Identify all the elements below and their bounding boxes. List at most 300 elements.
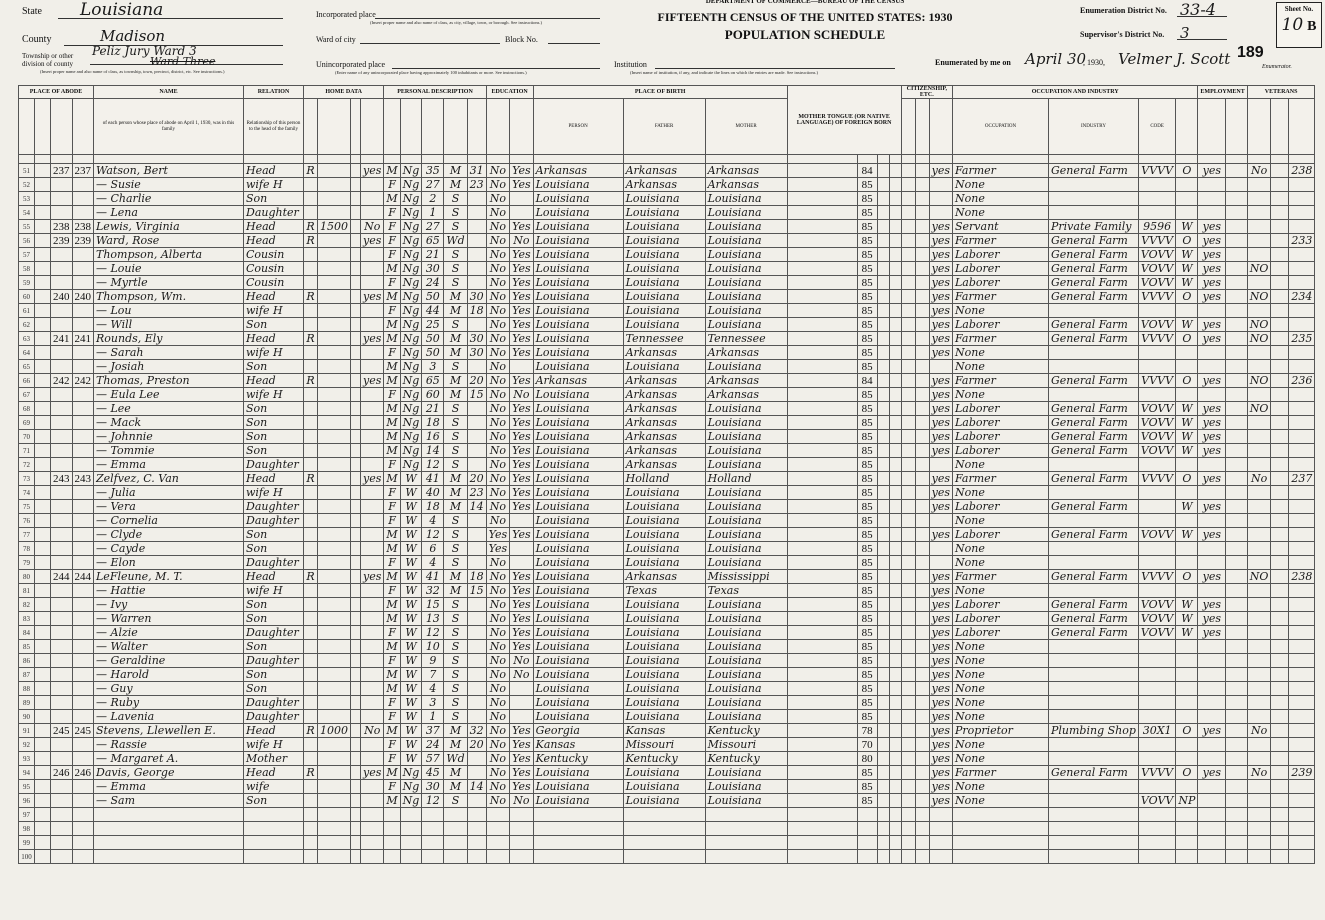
birthplace-father: Arkansas — [623, 178, 705, 192]
home-owned-cell — [304, 556, 318, 570]
war-cell — [1271, 822, 1289, 836]
code-c-cell — [889, 584, 901, 598]
relation-cell: Cousin — [244, 276, 304, 290]
read-write-cell — [510, 808, 533, 822]
occupation-cell: None — [953, 192, 1049, 206]
veteran-cell — [1247, 850, 1271, 864]
occupation-code-cell — [1138, 388, 1175, 402]
school-cell: No — [486, 794, 509, 808]
naturalization-cell — [915, 164, 929, 178]
school-cell: No — [486, 626, 509, 640]
language-cell — [787, 724, 857, 738]
birthplace-person: Louisiana — [533, 472, 623, 486]
radio-cell — [361, 808, 384, 822]
employment-line-cell — [1226, 486, 1247, 500]
home-value-cell — [318, 374, 351, 388]
veteran-cell: NO — [1247, 332, 1271, 346]
marital-cell: S — [444, 794, 467, 808]
veteran-cell — [1247, 780, 1271, 794]
school-cell: No — [486, 346, 509, 360]
veteran-cell — [1247, 654, 1271, 668]
naturalization-cell — [915, 724, 929, 738]
radio-cell — [361, 822, 384, 836]
code-b-cell — [877, 542, 889, 556]
birthplace-father: Louisiana — [623, 486, 705, 500]
war-cell — [1271, 780, 1289, 794]
marital-cell: M — [444, 500, 467, 514]
language-cell — [787, 318, 857, 332]
home-value-cell — [318, 752, 351, 766]
birthplace-mother: Louisiana — [705, 626, 787, 640]
person-name: Thompson, Wm. — [94, 290, 244, 304]
employment-line-cell — [1226, 682, 1247, 696]
language-code-cell: 85 — [857, 402, 877, 416]
employed-cell: yes — [1198, 472, 1226, 486]
home-value-cell — [318, 402, 351, 416]
street-cell — [35, 612, 51, 626]
farm-cell — [351, 542, 361, 556]
birthplace-mother: Louisiana — [705, 290, 787, 304]
farm-schedule-cell — [1289, 318, 1315, 332]
naturalization-cell — [915, 346, 929, 360]
home-value-cell — [318, 556, 351, 570]
english-cell: yes — [929, 570, 952, 584]
table-row — [19, 290, 1315, 304]
code-c-cell — [889, 682, 901, 696]
employment-line-cell — [1226, 542, 1247, 556]
school-cell: No — [486, 248, 509, 262]
table-row — [19, 458, 1315, 472]
family-number — [72, 598, 94, 612]
occupation-code-cell — [1138, 710, 1175, 724]
table-row — [19, 696, 1315, 710]
race-cell: W — [400, 472, 422, 486]
occupation-cell: Laborer — [953, 262, 1049, 276]
farm-schedule-cell — [1289, 444, 1315, 458]
sex-cell: F — [384, 780, 400, 794]
industry-cell — [1049, 192, 1139, 206]
relation-cell — [244, 808, 304, 822]
home-owned-cell — [304, 262, 318, 276]
farm-schedule-cell — [1289, 262, 1315, 276]
birth-person-header: PERSON — [533, 99, 623, 155]
age-first-marriage-cell — [467, 542, 486, 556]
birthplace-person: Arkansas — [533, 164, 623, 178]
immigration-year-cell — [901, 836, 915, 850]
occupation-code-cell — [1138, 654, 1175, 668]
dwelling-number — [51, 528, 73, 542]
code-c-cell — [889, 808, 901, 822]
language-code-cell: 85 — [857, 262, 877, 276]
industry-cell — [1049, 808, 1139, 822]
birthplace-person: Louisiana — [533, 416, 623, 430]
marital-cell: S — [444, 444, 467, 458]
farm-cell — [351, 584, 361, 598]
home-owned-cell — [304, 360, 318, 374]
occupation-cell: None — [953, 346, 1049, 360]
farm-cell — [351, 304, 361, 318]
occupation-code-cell — [1138, 808, 1175, 822]
age-cell: 50 — [422, 346, 444, 360]
family-number: 238 — [72, 220, 94, 234]
birthplace-father: Holland — [623, 472, 705, 486]
home-owned-cell — [304, 850, 318, 864]
employed-cell — [1198, 682, 1226, 696]
farm-schedule-cell: 238 — [1289, 570, 1315, 584]
marital-cell: S — [444, 318, 467, 332]
war-cell — [1271, 346, 1289, 360]
occupation-cell: Laborer — [953, 500, 1049, 514]
marital-cell: S — [444, 514, 467, 528]
read-write-cell — [510, 556, 533, 570]
employment-line-cell — [1226, 206, 1247, 220]
marital-cell: S — [444, 528, 467, 542]
group-mother-tongue: MOTHER TONGUE (OR NATIVE LANGUAGE) OF FOREIGN BORN — [787, 86, 901, 155]
farm-schedule-cell — [1289, 682, 1315, 696]
sex-cell: F — [384, 388, 400, 402]
immigration-year-cell — [901, 766, 915, 780]
language-cell — [787, 654, 857, 668]
race-cell: Ng — [400, 388, 422, 402]
line-number: 92 — [19, 738, 35, 752]
birthplace-father: Louisiana — [623, 500, 705, 514]
employment-line-cell — [1226, 528, 1247, 542]
table-row — [19, 710, 1315, 724]
birthplace-father: Louisiana — [623, 220, 705, 234]
school-cell: No — [486, 374, 509, 388]
sex-cell: M — [384, 430, 400, 444]
occupation-cell: Laborer — [953, 248, 1049, 262]
dwelling-number — [51, 346, 73, 360]
street-cell — [35, 472, 51, 486]
family-number — [72, 710, 94, 724]
industry-cell: General Farm — [1049, 472, 1139, 486]
street-cell — [35, 514, 51, 528]
home-owned-cell — [304, 710, 318, 724]
home-value-cell — [318, 528, 351, 542]
war-cell — [1271, 416, 1289, 430]
birthplace-mother: Louisiana — [705, 206, 787, 220]
birthplace-person: Louisiana — [533, 682, 623, 696]
birthplace-person: Louisiana — [533, 234, 623, 248]
home-owned-cell — [304, 654, 318, 668]
family-number: 245 — [72, 724, 94, 738]
family-number — [72, 808, 94, 822]
line-number: 87 — [19, 668, 35, 682]
street-cell — [35, 738, 51, 752]
birthplace-mother: Mississippi — [705, 570, 787, 584]
relation-cell: Head — [244, 766, 304, 780]
dwelling-number — [51, 500, 73, 514]
veteran-cell — [1247, 178, 1271, 192]
employment-line-cell — [1226, 430, 1247, 444]
home-owned-cell — [304, 402, 318, 416]
language-cell — [787, 850, 857, 864]
industry-cell: Plumbing Shop — [1049, 724, 1139, 738]
school-cell: No — [486, 752, 509, 766]
immigration-year-cell — [901, 556, 915, 570]
table-row — [19, 360, 1315, 374]
english-cell — [929, 556, 952, 570]
occupation-cell: None — [953, 542, 1049, 556]
code-b-cell — [877, 500, 889, 514]
occupation-code-cell: VOVV — [1138, 794, 1175, 808]
naturalization-cell — [915, 262, 929, 276]
school-cell: No — [486, 304, 509, 318]
english-cell: yes — [929, 752, 952, 766]
age-first-marriage-cell — [467, 612, 486, 626]
school-cell: No — [486, 192, 509, 206]
person-name: — Sarah — [94, 346, 244, 360]
marital-cell: S — [444, 612, 467, 626]
family-number: 244 — [72, 570, 94, 584]
class-of-worker-cell — [1176, 696, 1198, 710]
birthplace-person: Louisiana — [533, 248, 623, 262]
veteran-cell — [1247, 696, 1271, 710]
age-cell: 12 — [422, 626, 444, 640]
employed-cell — [1198, 192, 1226, 206]
veteran-cell — [1247, 388, 1271, 402]
farm-cell — [351, 780, 361, 794]
marital-cell: S — [444, 598, 467, 612]
english-cell: yes — [929, 780, 952, 794]
farm-schedule-cell — [1289, 710, 1315, 724]
birthplace-father: Arkansas — [623, 164, 705, 178]
street-cell — [35, 346, 51, 360]
family-number — [72, 360, 94, 374]
age-cell: 18 — [422, 416, 444, 430]
industry-cell — [1049, 822, 1139, 836]
veteran-cell — [1247, 528, 1271, 542]
table-row — [19, 444, 1315, 458]
industry-cell: General Farm — [1049, 570, 1139, 584]
english-cell: yes — [929, 640, 952, 654]
age-cell: 4 — [422, 556, 444, 570]
home-value-cell — [318, 262, 351, 276]
naturalization-cell — [915, 584, 929, 598]
birthplace-person: Louisiana — [533, 486, 623, 500]
radio-cell: yes — [361, 570, 384, 584]
table-row — [19, 640, 1315, 654]
employed-cell — [1198, 836, 1226, 850]
veteran-cell — [1247, 752, 1271, 766]
employment-line-cell — [1226, 346, 1247, 360]
birthplace-mother: Louisiana — [705, 766, 787, 780]
family-number — [72, 486, 94, 500]
employed-cell — [1198, 668, 1226, 682]
occupation-cell: Proprietor — [953, 724, 1049, 738]
industry-cell: General Farm — [1049, 598, 1139, 612]
read-write-cell: Yes — [510, 500, 533, 514]
language-code-cell: 85 — [857, 486, 877, 500]
birthplace-father: Louisiana — [623, 696, 705, 710]
code-c-cell — [889, 724, 901, 738]
family-number — [72, 542, 94, 556]
language-code-cell: 85 — [857, 598, 877, 612]
birthplace-father — [623, 850, 705, 864]
sheet-number-box — [1276, 2, 1322, 48]
radio-cell: yes — [361, 164, 384, 178]
code-b-cell — [877, 472, 889, 486]
age-cell — [422, 850, 444, 864]
dwelling-number: 245 — [51, 724, 73, 738]
immigration-year-cell — [901, 444, 915, 458]
race-cell: Ng — [400, 766, 422, 780]
employment-line-cell — [1226, 808, 1247, 822]
county-label: County — [22, 34, 52, 45]
family-number — [72, 318, 94, 332]
radio-cell — [361, 304, 384, 318]
sex-cell: F — [384, 584, 400, 598]
person-name: — Warren — [94, 612, 244, 626]
marital-cell: S — [444, 668, 467, 682]
radio-cell — [361, 850, 384, 864]
home-value-cell — [318, 738, 351, 752]
birthplace-mother: Louisiana — [705, 262, 787, 276]
war-cell — [1271, 836, 1289, 850]
radio-cell — [361, 584, 384, 598]
home-owned-cell — [304, 542, 318, 556]
occupation-cell: Farmer — [953, 472, 1049, 486]
employment-line-cell — [1226, 458, 1247, 472]
dwelling-number — [51, 668, 73, 682]
language-code-cell: 85 — [857, 654, 877, 668]
sex-cell: F — [384, 556, 400, 570]
marital-cell: M — [444, 472, 467, 486]
race-cell: Ng — [400, 346, 422, 360]
street-cell — [35, 388, 51, 402]
birthplace-person — [533, 850, 623, 864]
read-write-cell — [510, 542, 533, 556]
immigration-year-cell — [901, 640, 915, 654]
immigration-year-cell — [901, 612, 915, 626]
employed-cell: yes — [1198, 164, 1226, 178]
immigration-year-cell — [901, 696, 915, 710]
occupation-code-cell: 30X1 — [1138, 724, 1175, 738]
class-of-worker-cell: W — [1176, 276, 1198, 290]
person-name: — Tommie — [94, 444, 244, 458]
class-of-worker-cell — [1176, 668, 1198, 682]
employment-line-cell — [1226, 290, 1247, 304]
home-owned-cell — [304, 808, 318, 822]
class-of-worker-cell: O — [1176, 766, 1198, 780]
employment-line-cell — [1226, 318, 1247, 332]
age-cell — [422, 836, 444, 850]
street-cell — [35, 192, 51, 206]
language-code-cell — [857, 836, 877, 850]
home-owned-cell — [304, 458, 318, 472]
line-number: 75 — [19, 500, 35, 514]
radio-cell — [361, 486, 384, 500]
birthplace-mother: Louisiana — [705, 416, 787, 430]
war-cell — [1271, 766, 1289, 780]
war-cell — [1271, 220, 1289, 234]
home-owned-cell — [304, 780, 318, 794]
age-cell: 45 — [422, 766, 444, 780]
line-number: 100 — [19, 850, 35, 864]
age-first-marriage-cell — [467, 444, 486, 458]
age-first-marriage-cell — [467, 402, 486, 416]
birthplace-person: Louisiana — [533, 654, 623, 668]
veteran-cell — [1247, 304, 1271, 318]
marital-cell: M — [444, 766, 467, 780]
line-number: 74 — [19, 486, 35, 500]
employed-cell: yes — [1198, 416, 1226, 430]
employed-cell — [1198, 584, 1226, 598]
code-c-cell — [889, 458, 901, 472]
marital-cell: Wd — [444, 234, 467, 248]
language-cell — [787, 430, 857, 444]
radio-cell — [361, 276, 384, 290]
occupation-cell: None — [953, 458, 1049, 472]
table-row — [19, 794, 1315, 808]
family-number — [72, 626, 94, 640]
age-first-marriage-cell: 14 — [467, 500, 486, 514]
street-cell — [35, 458, 51, 472]
age-first-marriage-cell: 14 — [467, 780, 486, 794]
home-value-cell — [318, 472, 351, 486]
birthplace-mother: Louisiana — [705, 220, 787, 234]
code-b-cell — [877, 780, 889, 794]
relation-cell: wife H — [244, 304, 304, 318]
naturalization-cell — [915, 556, 929, 570]
farm-schedule-cell — [1289, 724, 1315, 738]
age-cell: 12 — [422, 794, 444, 808]
class-of-worker-cell — [1176, 304, 1198, 318]
farm-cell — [351, 626, 361, 640]
family-number — [72, 458, 94, 472]
birthplace-father: Texas — [623, 584, 705, 598]
language-code-cell: 85 — [857, 304, 877, 318]
family-number — [72, 500, 94, 514]
veteran-cell: NO — [1247, 402, 1271, 416]
code-c-cell — [889, 836, 901, 850]
table-row — [19, 808, 1315, 822]
industry-cell — [1049, 542, 1139, 556]
farm-schedule-cell — [1289, 178, 1315, 192]
family-number — [72, 430, 94, 444]
occupation-cell: Farmer — [953, 570, 1049, 584]
language-cell — [787, 808, 857, 822]
sex-cell: M — [384, 612, 400, 626]
read-write-cell: Yes — [510, 178, 533, 192]
table-row — [19, 626, 1315, 640]
code-b-cell — [877, 332, 889, 346]
group-name: NAME — [94, 86, 244, 99]
family-number: 241 — [72, 332, 94, 346]
radio-cell: yes — [361, 332, 384, 346]
person-name: — Sam — [94, 794, 244, 808]
enum-district-value: 33-4 — [1180, 0, 1216, 19]
dwelling-number — [51, 276, 73, 290]
read-write-cell: Yes — [510, 290, 533, 304]
family-number — [72, 556, 94, 570]
employment-line-cell — [1226, 416, 1247, 430]
family-number — [72, 738, 94, 752]
code-b-cell — [877, 766, 889, 780]
occupation-code-cell: VOVV — [1138, 248, 1175, 262]
home-value-cell — [318, 500, 351, 514]
table-row — [19, 262, 1315, 276]
immigration-year-cell — [901, 570, 915, 584]
supervisor-label: Supervisor's District No. — [1080, 30, 1165, 39]
dwelling-number — [51, 514, 73, 528]
war-cell — [1271, 472, 1289, 486]
race-cell: W — [400, 528, 422, 542]
read-write-cell: Yes — [510, 262, 533, 276]
dwelling-number — [51, 458, 73, 472]
table-row — [19, 234, 1315, 248]
